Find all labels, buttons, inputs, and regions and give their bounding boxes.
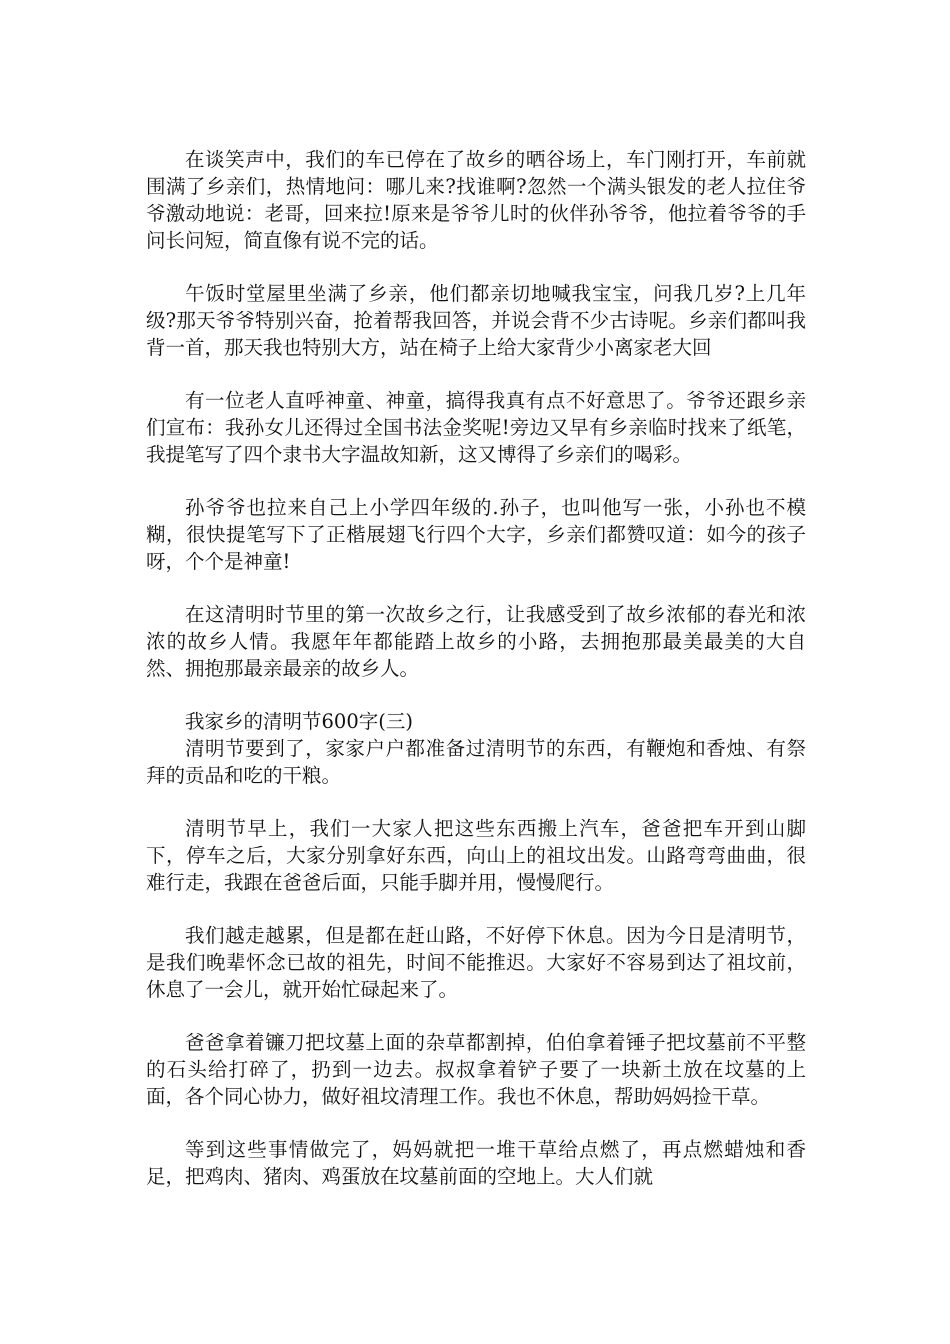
- paragraph-lunch: 午饭时堂屋里坐满了乡亲，他们都亲切地喊我宝宝，问我几岁?上几年级?那天爷爷特别兴奋，抢着帮我回答，并说会背不少古诗呢。乡亲们都叫我背一首，那天我也特别大方，站在椅子上给大家背少小离家老大回: [146, 282, 806, 359]
- section-heading: 我家乡的清明节600字(三): [185, 710, 413, 733]
- paragraph-cleaning: 爸爸拿着镰刀把坟墓上面的杂草都割掉，伯伯拿着锤子把坟墓前不平整的石头给打碎了，扔到一边去。叔叔拿着铲子要了一块新土放在坟墓的上面，各个同心协力，做好祖坟清理工作。我也不休息，帮助妈妈捡干草。: [146, 1031, 806, 1108]
- paragraph-calligraphy: 有一位老人直呼神童、神童，搞得我真有点不好意思了。爷爷还跟乡亲们宣布：我孙女儿还得过全国书法金奖呢!旁边又早有乡亲临时找来了纸笔，我提笔写了四个隶书大字温故知新，这又博得了乡亲们的喝彩。: [146, 389, 806, 466]
- paragraph-mountain-trip: 清明节早上，我们一大家人把这些东西搬上汽车，爸爸把车开到山脚下，停车之后，大家分别拿好东西，向山上的祖坟出发。山路弯弯曲曲，很难行走，我跟在爸爸后面，只能手脚并用，慢慢爬行。: [146, 817, 806, 894]
- paragraph-preparation: 清明节要到了，家家户户都准备过清明节的东西，有鞭炮和香烛、有祭拜的贡品和吃的干粮。: [146, 737, 806, 787]
- paragraph-conclusion: 在这清明时节里的第一次故乡之行，让我感受到了故乡浓郁的春光和浓浓的故乡人情。我愿年年都能踏上故乡的小路，去拥抱那最美最美的大自然、拥抱那最亲最亲的故乡人。: [146, 603, 806, 680]
- paragraph-reunion: 在谈笑声中，我们的车已停在了故乡的晒谷场上，车门刚打开，车前就围满了乡亲们，热情地问：哪儿来?找谁啊?忽然一个满头银发的老人拉住爷爷激动地说：老哥，回来拉!原来是爷爷儿时的伙伴孙爷爷，他拉着爷爷的手问长问短，简直像有说不完的话。: [146, 148, 806, 252]
- paragraph-arrival: 我们越走越累，但是都在赶山路，不好停下休息。因为今日是清明节，是我们晚辈怀念已故的祖先，时间不能推迟。大家好不容易到达了祖坟前，休息了一会儿，就开始忙碌起来了。: [146, 924, 806, 1001]
- document-page: [146, 146, 806, 1216]
- paragraph-grandson: 孙爷爷也拉来自己上小学四年级的.孙子，也叫他写一张，小孙也不模糊，很快提笔写下了正楷展翅飞行四个大字，乡亲们都赞叹道：如今的孩子呀，个个是神童!: [146, 496, 806, 573]
- paragraph-offering: 等到这些事情做完了，妈妈就把一堆干草给点燃了，再点燃蜡烛和香足，把鸡肉、猪肉、鸡蛋放在坟墓前面的空地上。大人们就: [146, 1138, 806, 1188]
